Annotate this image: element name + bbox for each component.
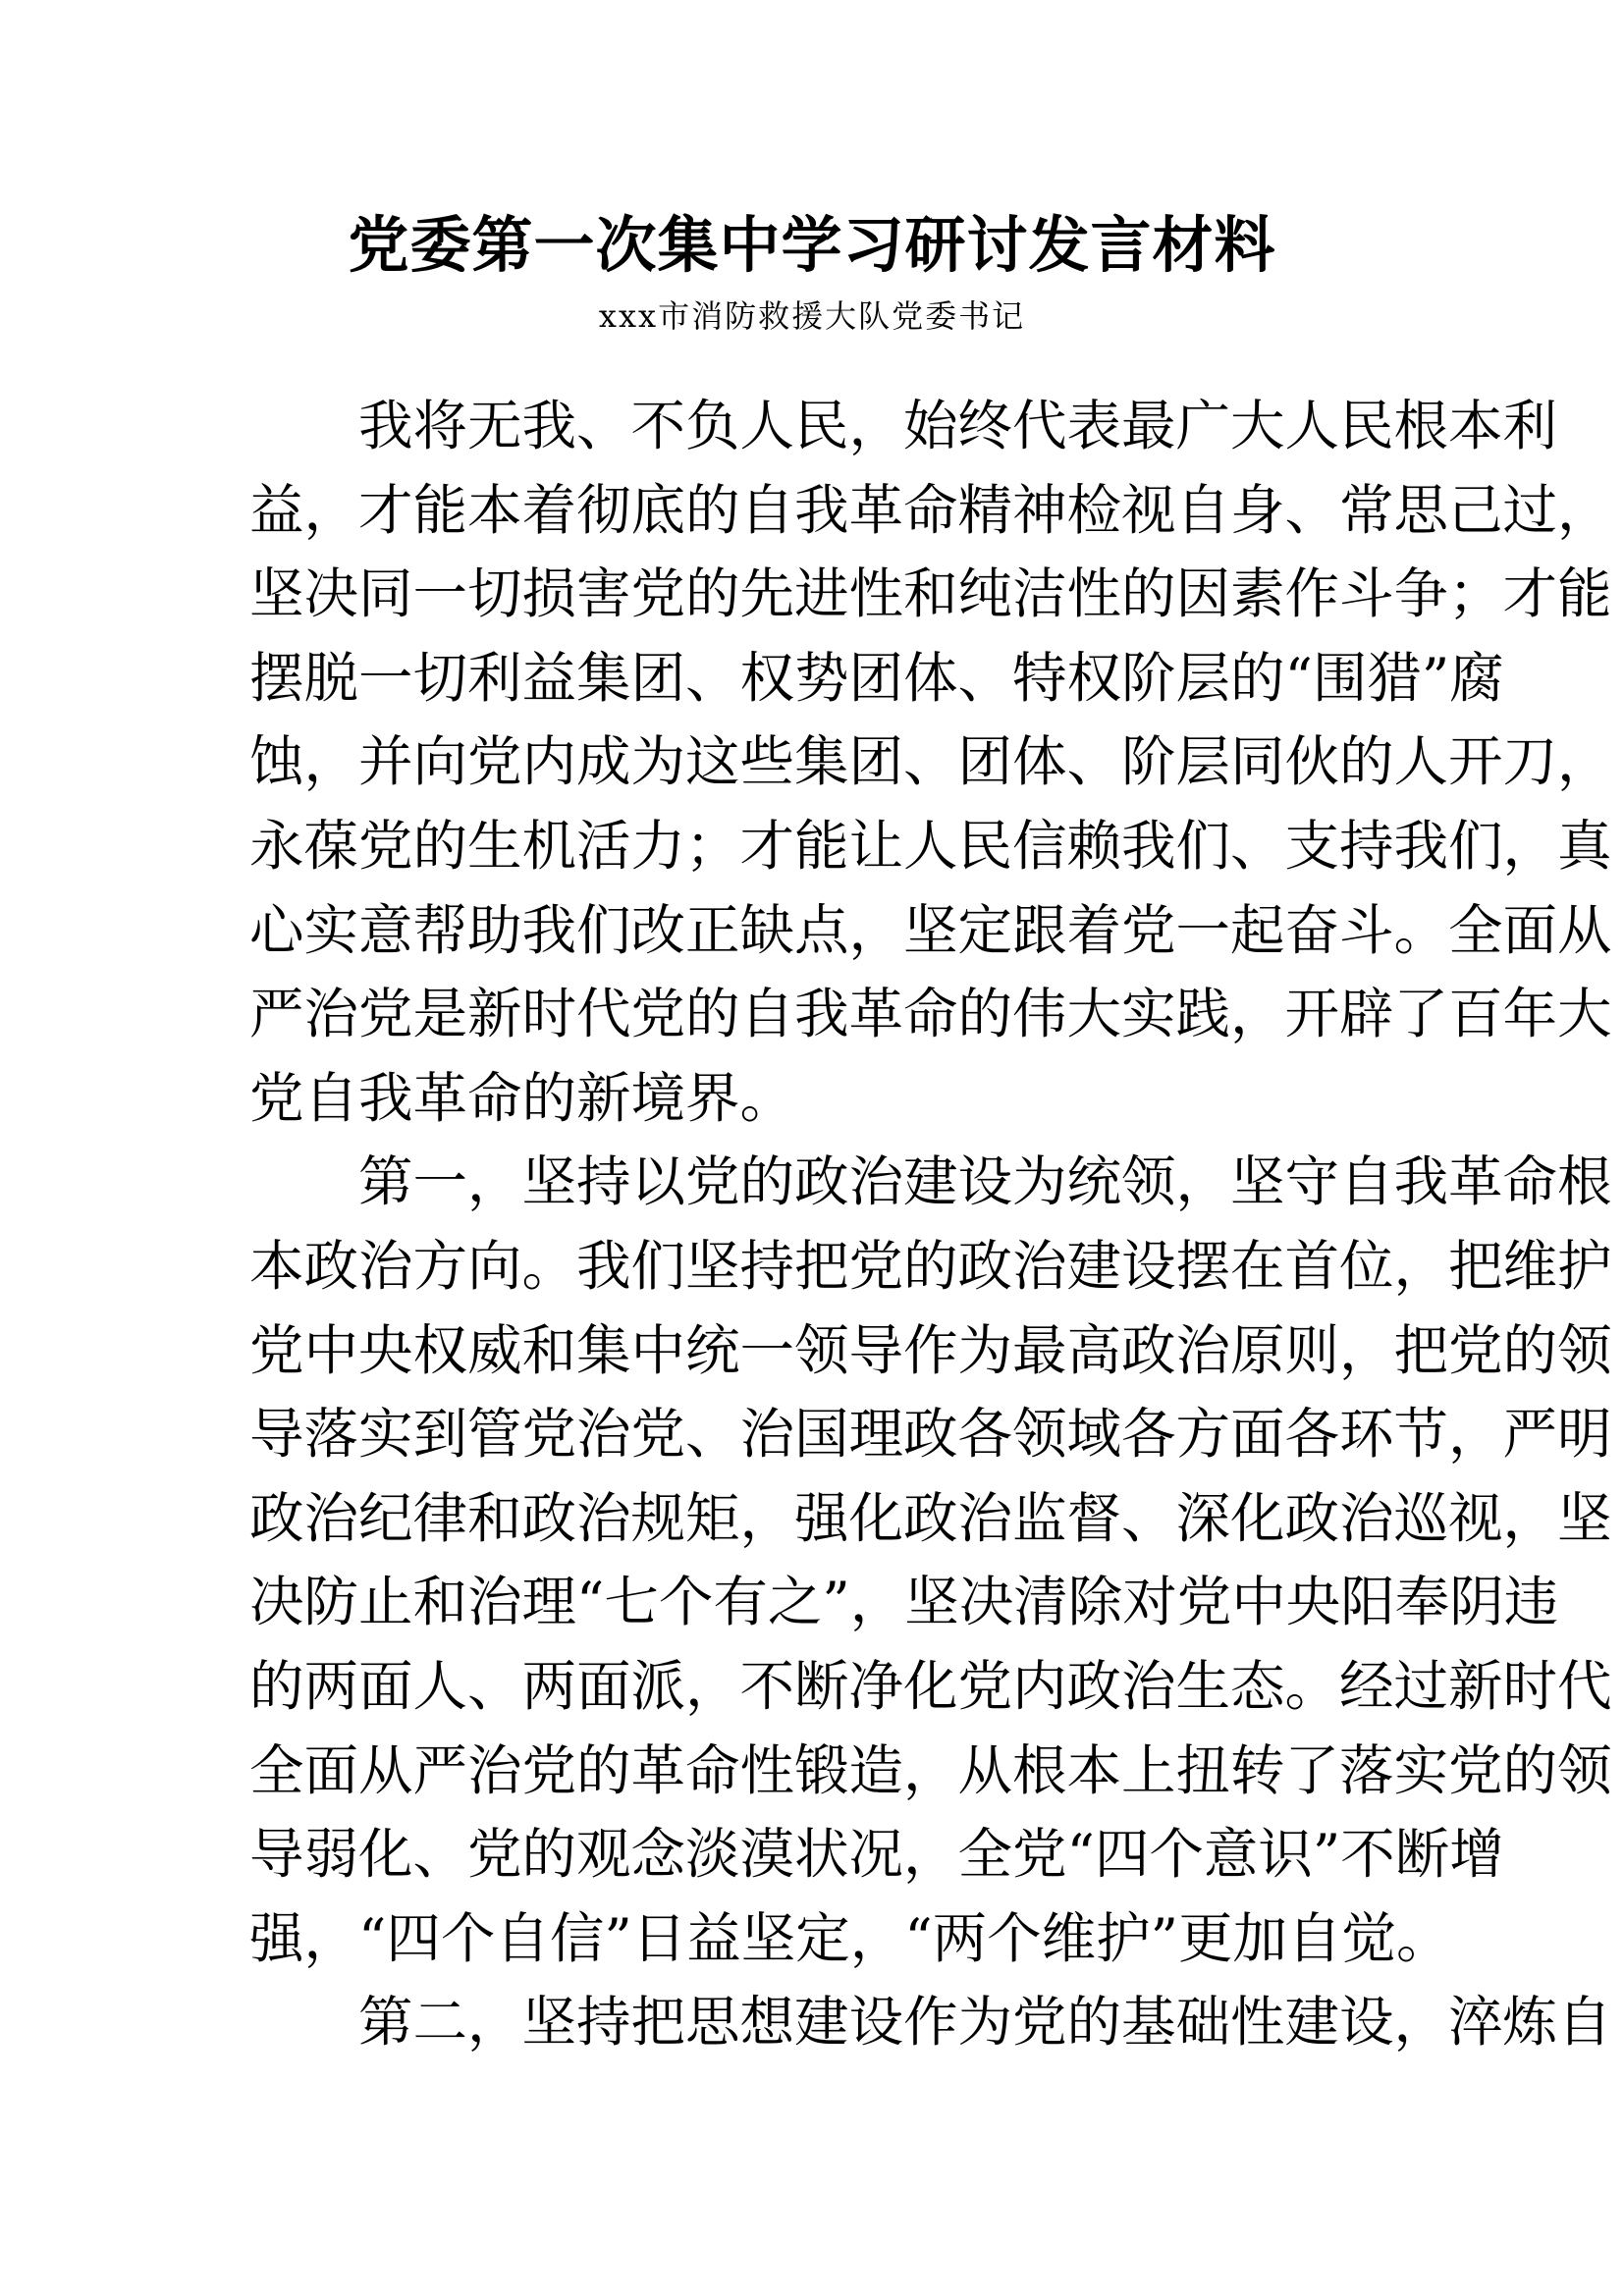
- text-line: 导落实到管党治党、治国理政各领域各方面各环节，严明: [249, 1403, 1612, 1468]
- text-line: 党中央权威和集中统一领导作为最高政治原则，把党的领: [249, 1318, 1612, 1383]
- paragraph: [249, 385, 1612, 1141]
- text-line: 党自我革命的新境界。: [249, 1066, 795, 1131]
- text-line: 第二，坚持把思想建设作为党的基础性建设，淬炼自: [358, 1991, 1612, 2056]
- text-line: 严治党是新时代党的自我革命的伟大实践，开辟了百年大: [249, 983, 1612, 1047]
- text-line: 摆脱一切利益集团、权势团体、特权阶层的“围猎”腐: [249, 646, 1504, 711]
- text-line: 强，“四个自信”日益坚定，“两个维护”更加自觉。: [249, 1906, 1451, 1971]
- text-line: 政治纪律和政治规矩，强化政治监督、深化政治巡视，坚: [249, 1486, 1612, 1551]
- paragraph: [249, 1141, 1612, 1981]
- text-line: 导弱化、党的观念淡漠状况，全党“四个意识”不断增: [249, 1823, 1504, 1888]
- document-title: 党委第一次集中学习研讨发言材料: [348, 209, 1276, 281]
- text-line: 坚决同一切损害党的先进性和纯洁性的因素作斗争；才能: [249, 562, 1612, 627]
- text-line: 决防止和治理“七个有之”，坚决清除对党中央阳奉阴违: [249, 1571, 1559, 1635]
- paragraph: [249, 1981, 1612, 2065]
- text-line: 益，才能本着彻底的自我革命精神检视自身、常思己过，: [249, 478, 1612, 543]
- text-line: 心实意帮助我们改正缺点，坚定跟着党一起奋斗。全面从: [249, 898, 1612, 963]
- text-line: 本政治方向。我们坚持把党的政治建设摆在首位，把维护: [249, 1234, 1612, 1299]
- document-body: [249, 385, 1612, 2065]
- text-line: 蚀，并向党内成为这些集团、团体、阶层同伙的人开刀，: [249, 730, 1612, 795]
- text-line: 第一，坚持以党的政治建设为统领，坚守自我革命根: [358, 1150, 1612, 1215]
- text-line: 我将无我、不负人民，始终代表最广大人民根本利: [358, 395, 1558, 458]
- text-line: 全面从严治党的革命性锻造，从根本上扭转了落实党的领: [249, 1738, 1612, 1803]
- document-subtitle: xxx市消防救援大队党委书记: [598, 297, 1026, 335]
- text-line: 永葆党的生机活力；才能让人民信赖我们、支持我们，真: [249, 814, 1612, 879]
- text-line: 的两面人、两面派，不断净化党内政治生态。经过新时代: [249, 1654, 1612, 1719]
